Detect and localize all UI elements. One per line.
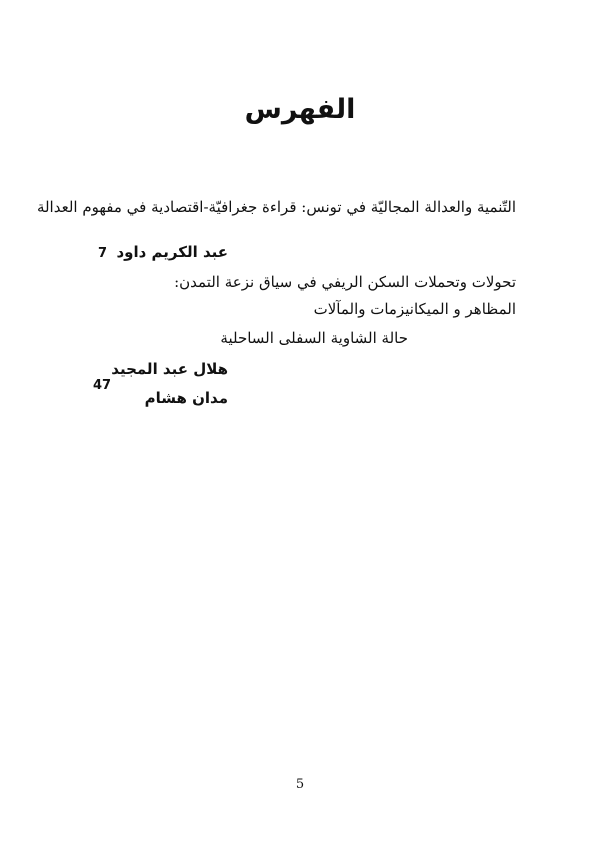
entry-2-author-1: هلال عبد المجيد [111, 360, 228, 378]
page-title: الفهرس [244, 94, 356, 125]
entry-1-author-1: عبد الكريم داود [116, 243, 228, 261]
entry-1-page-number: 7 [98, 246, 108, 261]
entry-2-author-2: مدان هشام [144, 389, 228, 407]
entry-2-title-line-1: تحولات وتحملات السكن الريفي في سياق نزعة التمدن: [174, 273, 516, 291]
entry-1-title-line-1: التّنمية والعدالة المجاليّة في تونس: قراءة جغرافيّة-اقتصادية في مفهوم العدالة [36, 198, 516, 216]
entry-2-title-line-3: حالة الشاوية السفلى الساحلية [220, 329, 408, 347]
footer-page-number: 5 [295, 777, 305, 792]
entry-2-title-line-2: المظاهر و الميكانيزمات والمآلات [313, 300, 516, 318]
entry-2-page-number: 47 [93, 378, 112, 393]
